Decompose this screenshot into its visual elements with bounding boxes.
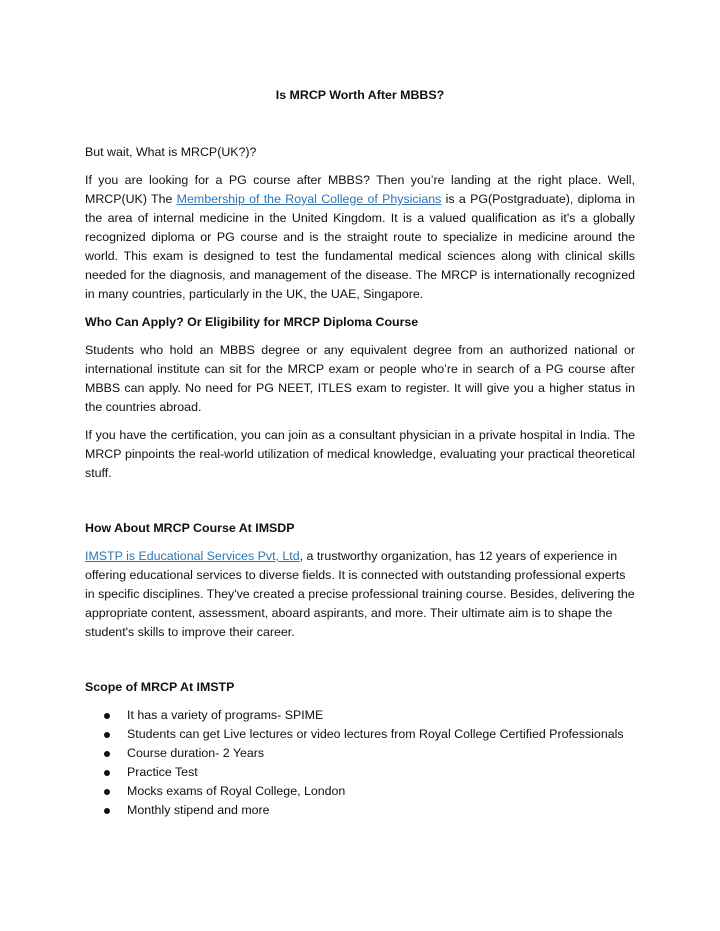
list-item-text: Practice Test: [127, 765, 198, 779]
spacer: [85, 304, 635, 313]
heading-scope: Scope of MRCP At IMSTP: [85, 680, 235, 694]
spacer: [85, 332, 635, 341]
royal-college-link[interactable]: Membership of the Royal College of Physicians: [176, 192, 442, 206]
bullet-icon: [104, 732, 110, 738]
paragraph-text: , a trustworthy organization, has 12 years of experience in offering educational services to diverse fields. It is connected with outstanding professional experts in specific disciplines. They've created a precise professional training course. Besides, delivering the appropriate content, assessment, aboard aspirants, and more. Their ultimate aim is to shape the student's skills to improve their career.: [85, 549, 635, 639]
intro-question: But wait, What is MRCP(UK?)?: [85, 145, 257, 159]
spacer: [85, 417, 635, 426]
list-item: [85, 782, 635, 801]
bullet-icon: [104, 808, 110, 814]
bullet-icon: [104, 713, 110, 719]
list-item-text: Monthly stipend and more: [127, 803, 270, 817]
list-item: [85, 763, 635, 782]
spacer: [85, 538, 635, 547]
list-item: [85, 706, 635, 725]
spacer: [85, 483, 635, 519]
paragraph-course: [85, 547, 635, 642]
page-title: Is MRCP Worth After MBBS?: [275, 88, 445, 102]
heading-course: How About MRCP Course At IMSDP: [85, 521, 295, 535]
bullet-icon: [104, 770, 110, 776]
document-body: [85, 86, 635, 820]
list-item-text: Students can get Live lectures or video lectures from Royal College Certified Professionals: [127, 727, 624, 741]
bullet-icon: [104, 751, 110, 757]
list-item: [85, 801, 635, 820]
list-item: [85, 725, 635, 744]
spacer: [85, 162, 635, 171]
paragraph-text: If you are looking for a PG course after MBBS? Then you’re landing at the right place. Well, MRCP(UK) The: [85, 173, 635, 206]
spacer: [85, 697, 635, 706]
paragraph-text: is a PG(Postgraduate), diploma in the area of internal medicine in the United Kingdom. It is a valued qualification as it's a globally recognized diploma or PG course and is the straight route to specialize in medicine around the world. This exam is designed to test the fundamental medical sciences along with clinical skills needed for the diagnosis, and management of the disease. The MRCP is internationally recognized in many countries, particularly in the UK, the UAE, Singapore.: [85, 192, 635, 301]
paragraph-eligibility: Students who hold an MBBS degree or any equivalent degree from an authorized national or international institute can sit for the MRCP exam or people who’re in search of a PG course after MBBS can apply. No need for PG NEET, ITLES exam to register. It will give you a higher status in the countries abroad.: [85, 343, 635, 414]
paragraph-certification: If you have the certification, you can join as a consultant physician in a private hospital in India. The MRCP pinpoints the real-world utilization of medical knowledge, evaluating your practical theoretical stuff.: [85, 428, 635, 480]
scope-list: [85, 706, 635, 820]
spacer: [85, 642, 635, 678]
spacer: [85, 105, 635, 143]
bullet-icon: [104, 789, 110, 795]
list-item-text: It has a variety of programs- SPIME: [127, 708, 324, 722]
list-item-text: Course duration- 2 Years: [127, 746, 265, 760]
heading-eligibility: Who Can Apply? Or Eligibility for MRCP Diploma Course: [85, 315, 419, 329]
list-item: [85, 744, 635, 763]
list-item-text: Mocks exams of Royal College, London: [127, 784, 346, 798]
imstp-link[interactable]: IMSTP is Educational Services Pvt, Ltd: [85, 549, 300, 563]
paragraph-what-is-mrcp: [85, 171, 635, 304]
